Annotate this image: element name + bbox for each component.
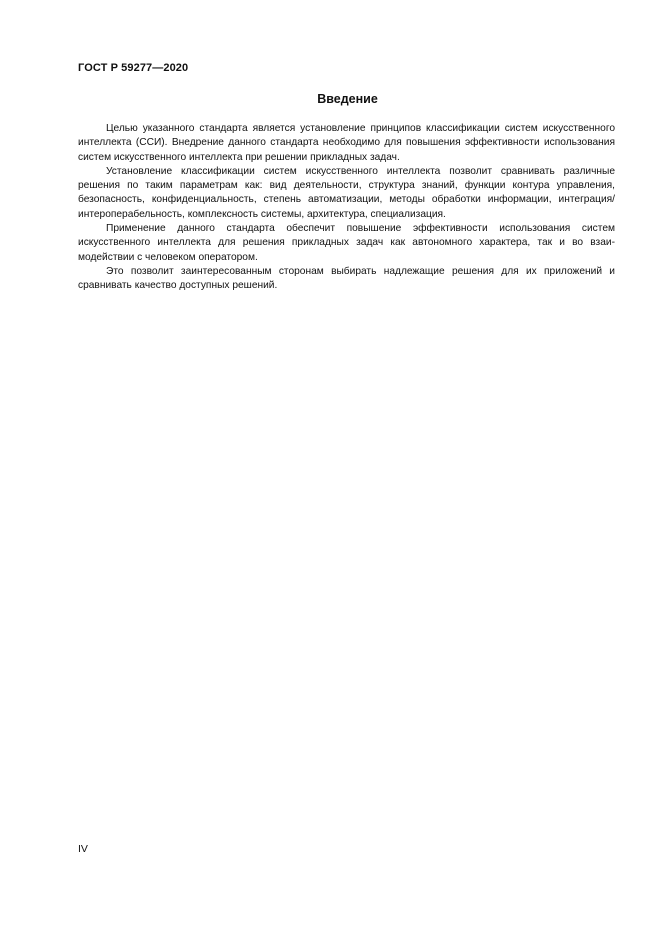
document-header: ГОСТ Р 59277—2020 xyxy=(78,62,189,74)
paragraph-purpose: Целью указанного стандарта является установление принципов классификации систем искусственного интеллекта (ССИ). Внедрение данного стандарта необходимо для повышения эффективности использования систем искусственного интеллекта при решении прикладных задач. xyxy=(78,123,615,163)
paragraph-classification: Установление классификации систем искусственного интеллекта позволит сравнивать различные решения по таким параметрам как: вид деятельности, структура знаний, функции контура управления, безопасность, конфиденциальность, степень автоматизации, методы обработки информации, интеграция/интероперабельность, комплексность системы, архитектура, специализация. xyxy=(78,165,615,220)
section-title: Введение xyxy=(317,92,378,106)
paragraph-application: Применение данного стандарта обеспечит повышение эффективности использования систем искусственного интеллекта для решения прикладных задач как автономного характера, так и во взаимодействии с человеком оператором. xyxy=(78,223,615,263)
page-number: IV xyxy=(78,843,88,855)
paragraph-stakeholders: Это позволит заинтересованным сторонам выбирать надлежащие решения для их приложений и сравнивать качество доступных решений. xyxy=(78,265,615,292)
body-text xyxy=(78,122,615,294)
